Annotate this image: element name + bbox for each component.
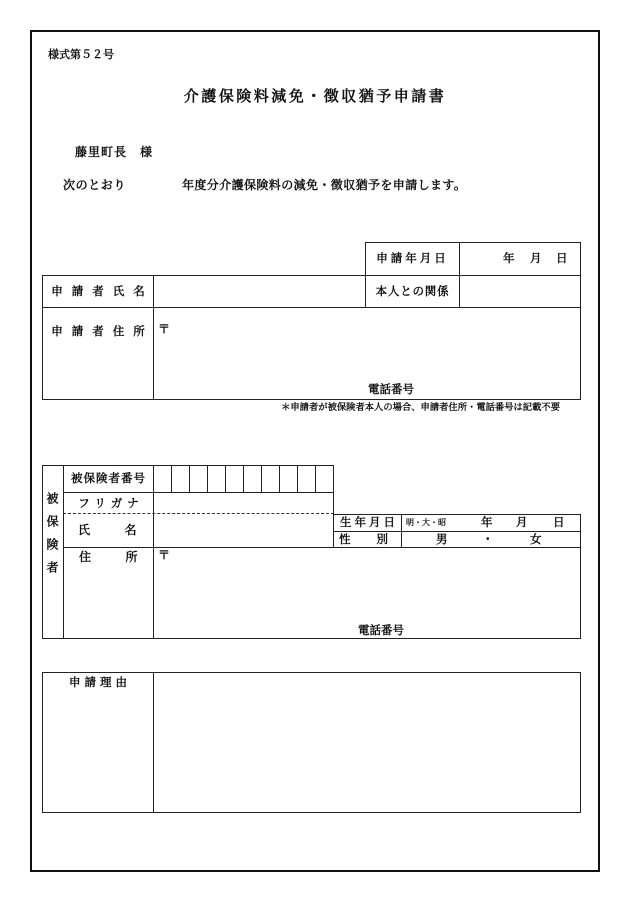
- insured-section-label: 被保険者: [45, 492, 59, 584]
- reason-field: [153, 672, 581, 813]
- digit-box: [225, 465, 244, 493]
- digit-box: [261, 465, 280, 493]
- birthdate-month-unit: 月: [516, 515, 528, 529]
- intro-body: 年度分介護保険料の減免・徴収猶予を申請します。: [182, 178, 467, 192]
- applicant-address-label: 申請者住所: [51, 324, 154, 338]
- applicant-address-label-cell: [42, 307, 154, 400]
- applicant-postal-mark: 〒: [158, 322, 171, 336]
- digit-box: [207, 465, 226, 493]
- application-date-label: 申請年月日: [376, 251, 449, 266]
- insured-address-label: 住 所: [79, 550, 142, 564]
- applicant-name-label-cell: [42, 275, 154, 308]
- insured-number-label-cell: [63, 465, 154, 493]
- sex-label: 性 別: [339, 532, 389, 546]
- digit-box: [297, 465, 316, 493]
- addressee: 藤里町長 様: [75, 145, 154, 159]
- insured-phone-label: 電話番号: [358, 623, 404, 637]
- relation-label: 本人との関係: [375, 283, 450, 298]
- birthdate-label: 生年月日: [340, 515, 398, 530]
- applicant-phone-label: 電話番号: [368, 382, 414, 396]
- digit-box: [243, 465, 262, 493]
- sex-option-male: 男: [436, 532, 448, 546]
- sex-option-separator: ・: [482, 532, 494, 546]
- furigana-field: [153, 492, 334, 514]
- insured-name-label: 氏 名: [78, 523, 141, 537]
- insured-postal-mark: 〒: [158, 548, 171, 562]
- digit-box: [315, 465, 334, 493]
- birthdate-day-unit: 日: [553, 515, 565, 529]
- insured-number-label: 被保険者番号: [71, 471, 146, 486]
- applicant-note: ＊申請者が被保険者本人の場合、申請者住所・電話番号は記載不要: [281, 402, 560, 413]
- intro-prefix: 次のとおり: [63, 178, 127, 192]
- era-options: 明・大・昭: [406, 518, 446, 527]
- birthdate-label-cell: [333, 514, 402, 532]
- applicant-name-field: [153, 275, 366, 308]
- digit-box: [171, 465, 190, 493]
- application-date-day-unit: 日: [556, 251, 568, 265]
- relation-label-cell: [365, 275, 460, 308]
- insured-name-field: [153, 513, 334, 548]
- applicant-address-field: [153, 307, 581, 400]
- furigana-label: フリガナ: [78, 495, 144, 510]
- sex-option-female: 女: [530, 532, 542, 546]
- form-number: 様式第５２号: [48, 48, 114, 61]
- reason-label: 申請理由: [69, 675, 131, 689]
- furigana-label-cell: [63, 492, 154, 514]
- digit-box: [153, 465, 172, 493]
- digit-box: [189, 465, 208, 493]
- relation-field: [459, 275, 581, 308]
- reason-label-cell: [42, 672, 154, 813]
- application-date-label-cell: [365, 242, 460, 276]
- form-title: 介護保険料減免・徴収猶予申請書: [183, 87, 447, 105]
- digit-box: [279, 465, 298, 493]
- birthdate-year-unit: 年: [481, 515, 493, 529]
- applicant-name-label: 申請者氏名: [51, 283, 154, 298]
- application-date-year-unit: 年: [503, 251, 515, 265]
- application-date-month-unit: 月: [530, 251, 542, 265]
